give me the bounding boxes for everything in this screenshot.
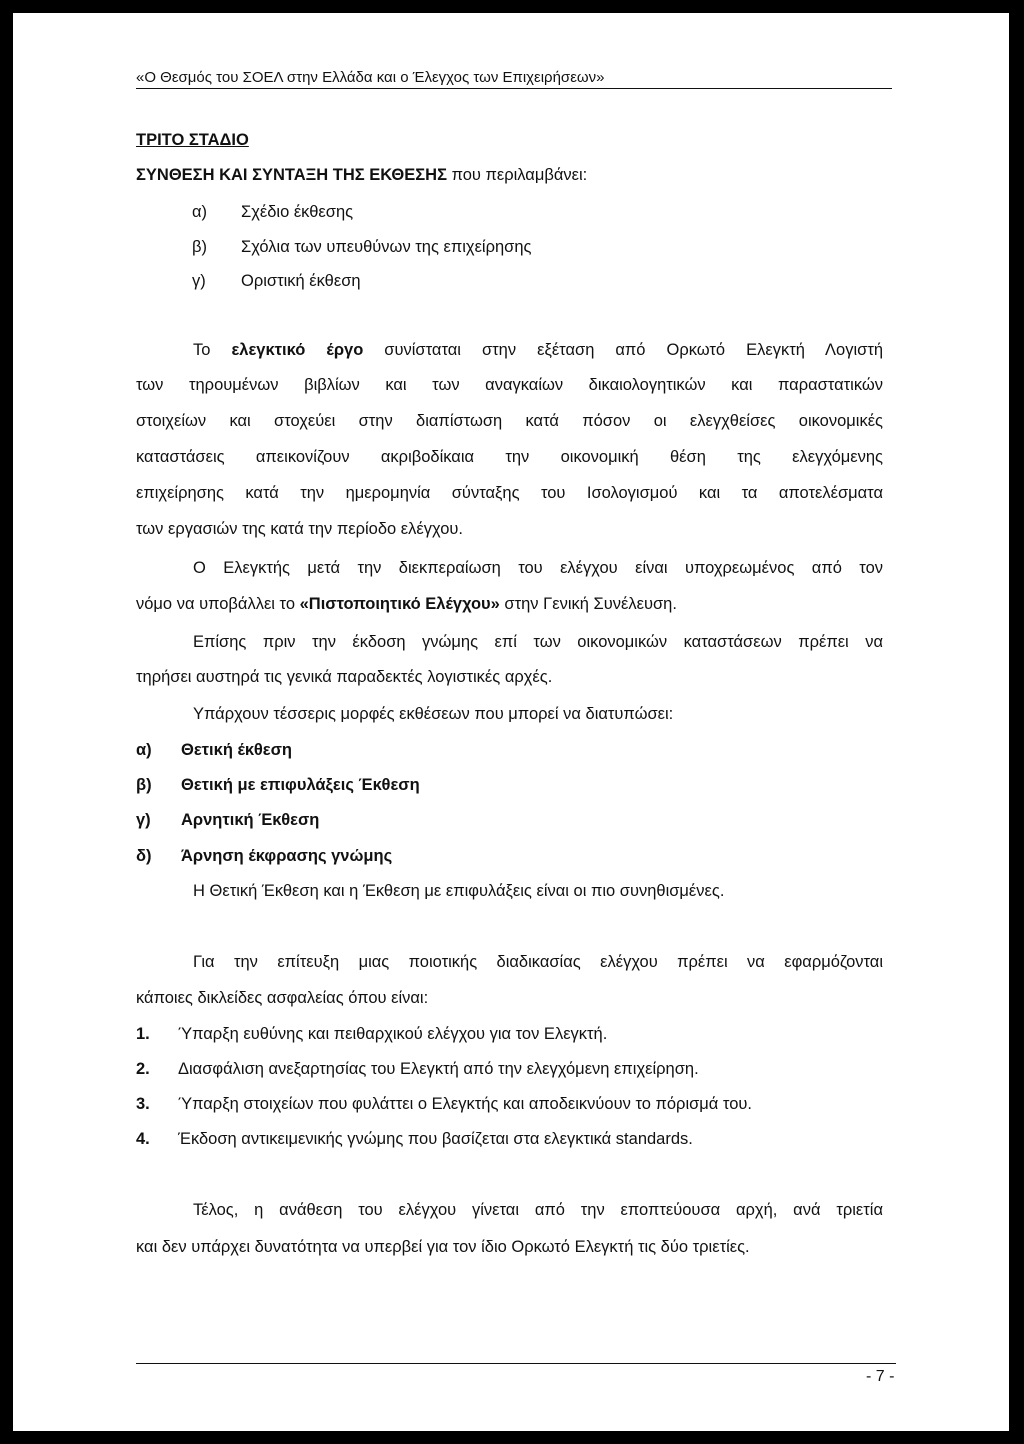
p1-lead: Το [193, 341, 232, 359]
safeguard-text: Ύπαρξη ευθύνης και πειθαρχικού ελέγχου για τον Ελεγκτή. [178, 1025, 608, 1043]
p1-bold: ελεγκτικό έργο [231, 341, 364, 359]
paragraph-line [193, 340, 883, 360]
safeguard-marker: 1. [136, 1025, 150, 1043]
paragraph-line: των τηρουμένων βιβλίων και των αναγκαίων δικαιολογητικών και παραστατικών [136, 376, 883, 394]
stage-item-marker: β) [192, 238, 207, 256]
stage-item-marker: α) [192, 203, 208, 221]
stage-item-text: Σχέδιο έκθεσης [241, 203, 354, 221]
stage-intro-rest: που περιλαμβάνει: [446, 166, 588, 184]
header-rule [136, 88, 892, 89]
opinion-type: Αρνητική Έκθεση [181, 811, 320, 829]
stage-item-marker: γ) [192, 272, 206, 290]
p2-lead: νόμο να υποβάλλει το [136, 595, 300, 613]
paragraph-line: Τέλος, η ανάθεση του ελέγχου γίνεται από την εποπτεύουσα αρχή, ανά τριετία [193, 1201, 883, 1219]
opinions-note: Η Θετική Έκθεση και η Έκθεση με επιφυλάξεις είναι οι πιο συνηθισμένες. [193, 882, 725, 900]
paragraph-line: κάποιες δικλείδες ασφαλείας όπου είναι: [136, 989, 429, 1007]
paragraph-line: καταστάσεις απεικονίζουν ακριβοδίκαια την οικονομική θέση της ελεγχόμενης [136, 448, 883, 466]
opinion-type: Άρνηση έκφρασης γνώμης [181, 847, 393, 865]
page-number: - 7 - [866, 1368, 895, 1385]
opinion-marker: γ) [136, 811, 151, 829]
opinion-type: Θετική έκθεση [181, 741, 293, 759]
opinions-intro: Υπάρχουν τέσσερις μορφές εκθέσεων που μπορεί να διατυπώσει: [193, 705, 674, 723]
opinion-marker: α) [136, 741, 152, 759]
paragraph-line: Ο Ελεγκτής μετά την διεκπεραίωση του ελέγχου είναι υποχρεωμένος από τον [193, 559, 883, 577]
opinion-type: Θετική με επιφυλάξεις Έκθεση [181, 776, 420, 794]
stage-item-text: Οριστική έκθεση [241, 272, 361, 290]
safeguard-marker: 2. [136, 1060, 150, 1078]
paragraph-line: στοιχείων και στοχεύει στην διαπίστωση κατά πόσον οι ελεγχθείσες οικονομικές [136, 412, 883, 430]
safeguard-marker: 3. [136, 1095, 150, 1113]
p2-rest: στην Γενική Συνέλευση. [499, 595, 677, 613]
safeguard-text: Διασφάλιση ανεξαρτησίας του Ελεγκτή από την ελεγχόμενη επιχείρηση. [178, 1060, 699, 1078]
paragraph-line [136, 594, 677, 614]
paragraph-line: Για την επίτευξη μιας ποιοτικής διαδικασίας ελέγχου πρέπει να εφαρμόζονται [193, 953, 883, 971]
opinion-marker: δ) [136, 847, 152, 865]
stage-intro-bold: ΣΥΝΘΕΣΗ ΚΑΙ ΣΥΝΤΑΞΗ ΤΗΣ ΕΚΘΕΣΗΣ [136, 166, 447, 184]
paragraph-line: επιχείρησης κατά την ημερομηνία σύνταξης του Ισολογισμού και τα αποτελέσματα [136, 484, 883, 502]
safeguard-marker: 4. [136, 1130, 150, 1148]
paragraph-line: Επίσης πριν την έκδοση γνώμης επί των οικονομικών καταστάσεων πρέπει να [193, 633, 883, 651]
stage-heading: ΤΡΙΤΟ ΣΤΑΔΙΟ [136, 131, 249, 149]
running-header: «Ο Θεσμός του ΣΟΕΛ στην Ελλάδα και ο Έλεγχος των Επιχειρήσεων» [136, 69, 605, 86]
paragraph-line: τηρήσει αυστηρά τις γενικά παραδεκτές λογιστικές αρχές. [136, 668, 553, 686]
paragraph-line: και δεν υπάρχει δυνατότητα να υπερβεί για τον ίδιο Ορκωτό Ελεγκτή τις δύο τριετίες. [136, 1238, 750, 1256]
safeguard-text: Έκδοση αντικειμενικής γνώμης που βασίζεται στα ελεγκτικά standards. [178, 1130, 693, 1148]
safeguard-text: Ύπαρξη στοιχείων που φυλάττει ο Ελεγκτής και αποδεικνύουν το πόρισμά του. [178, 1095, 752, 1113]
opinion-marker: β) [136, 776, 152, 794]
footer-rule [136, 1363, 896, 1364]
paragraph-line: των εργασιών της κατά την περίοδο ελέγχου. [136, 520, 463, 538]
stage-intro [136, 165, 587, 185]
p1-line1-rest: συνίσταται στην εξέταση από Ορκωτό Ελεγκτή Λογιστή [363, 341, 884, 359]
audit-certificate-term: «Πιστοποιητικό Ελέγχου» [299, 595, 500, 613]
stage-item-text: Σχόλια των υπευθύνων της επιχείρησης [241, 238, 532, 256]
